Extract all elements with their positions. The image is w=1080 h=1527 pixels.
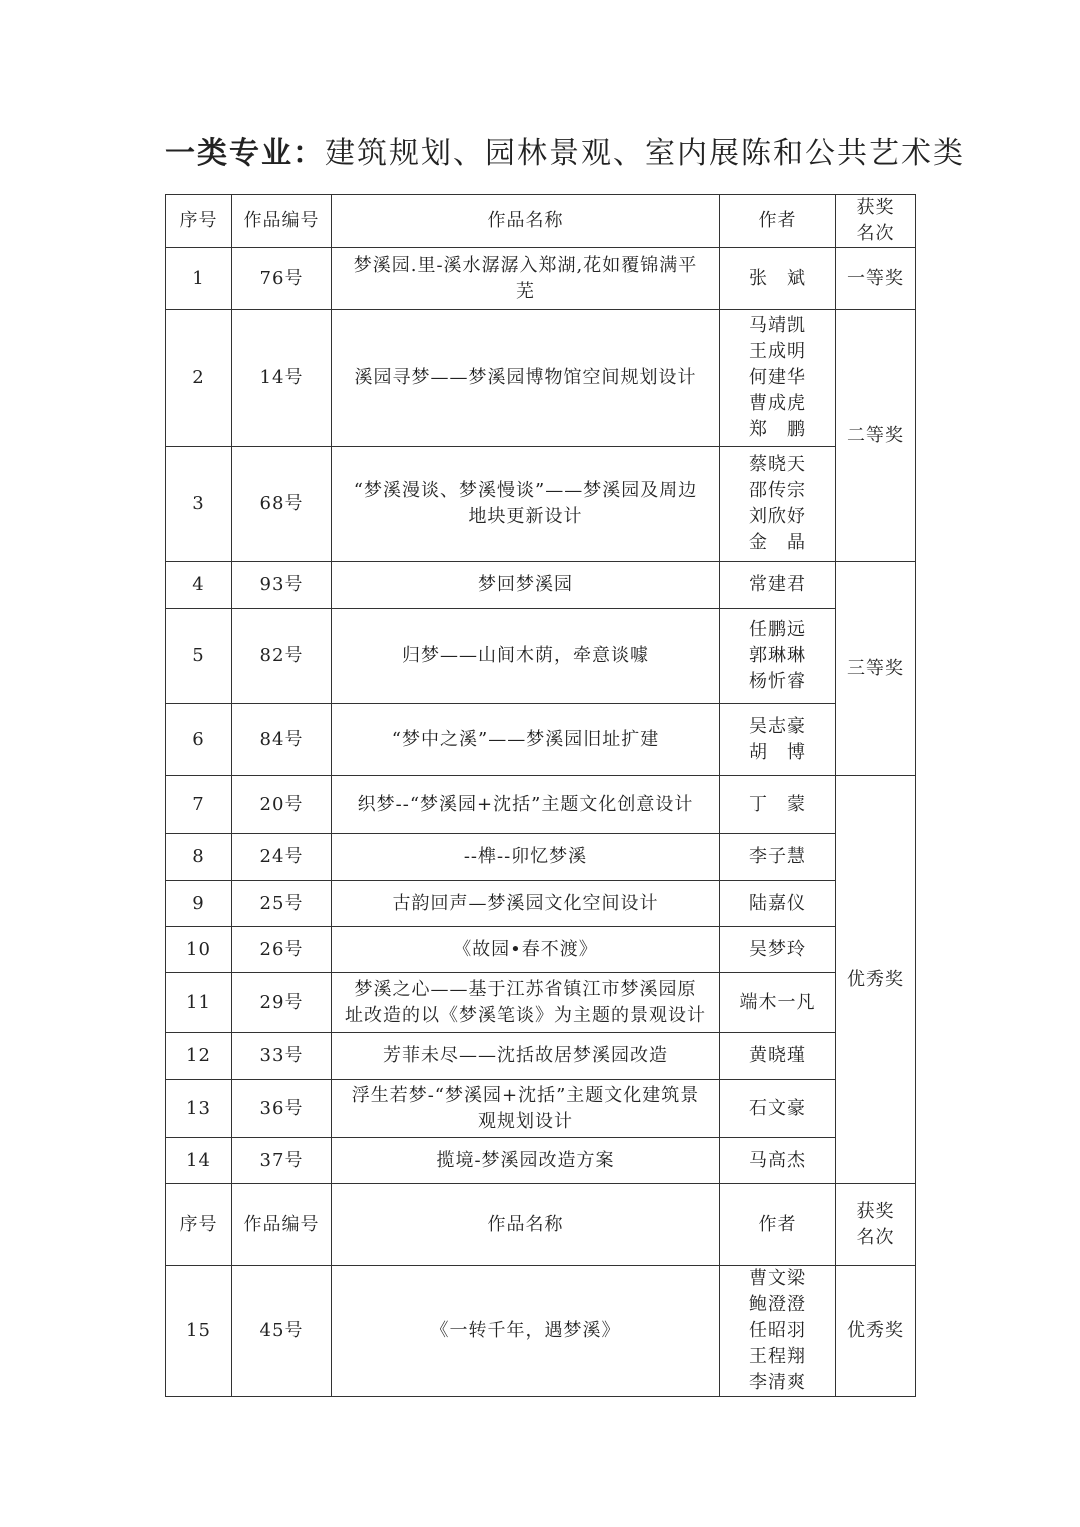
header-no: 序号 [166, 1184, 232, 1266]
row-name: --榫--卯忆梦溪 [332, 834, 720, 881]
row-name: 归梦——山间木荫，牵意谈噱 [332, 609, 720, 704]
row-no: 2 [166, 310, 232, 447]
row-author: 黄晓瑾 [720, 1033, 836, 1080]
row-author: 石文豪 [720, 1080, 836, 1138]
row-no: 1 [166, 248, 232, 310]
row-code: 84号 [232, 704, 332, 776]
table-row [166, 248, 916, 310]
row-author: 吴梦玲 [720, 927, 836, 973]
table-row [166, 834, 916, 881]
row-author: 常建君 [720, 562, 836, 609]
row-name: 《一转千年，遇梦溪》 [332, 1266, 720, 1397]
row-code: 45号 [232, 1266, 332, 1397]
row-no: 11 [166, 973, 232, 1033]
row-author: 马高杰 [720, 1138, 836, 1184]
row-award: 一等奖 [836, 248, 916, 310]
row-code: 20号 [232, 776, 332, 834]
row-code: 93号 [232, 562, 332, 609]
row-name: 古韵回声—梦溪园文化空间设计 [332, 881, 720, 927]
row-no: 14 [166, 1138, 232, 1184]
row-name: 梦回梦溪园 [332, 562, 720, 609]
table-row [166, 973, 916, 1033]
row-no: 8 [166, 834, 232, 881]
table-row [166, 447, 916, 562]
header-code: 作品编号 [232, 195, 332, 248]
row-code: 26号 [232, 927, 332, 973]
row-code: 33号 [232, 1033, 332, 1080]
row-code: 14号 [232, 310, 332, 447]
awards-table [165, 194, 916, 1397]
row-no: 4 [166, 562, 232, 609]
row-author: 端木一凡 [720, 973, 836, 1033]
row-code: 29号 [232, 973, 332, 1033]
table-row [166, 776, 916, 834]
row-no: 12 [166, 1033, 232, 1080]
row-name: 《故园•春不渡》 [332, 927, 720, 973]
table-header-row [166, 1184, 916, 1266]
row-name: 浮生若梦-“梦溪园+沈括”主题文化建筑景 观规划设计 [332, 1080, 720, 1138]
row-author: 任鹏远 郭琳琳 杨忻睿 [720, 609, 836, 704]
row-name: 芳菲未尽——沈括故居梦溪园改造 [332, 1033, 720, 1080]
page-heading [165, 128, 965, 172]
row-no: 5 [166, 609, 232, 704]
table-row [166, 1033, 916, 1080]
table-row [166, 1266, 916, 1397]
row-no: 13 [166, 1080, 232, 1138]
header-author: 作者 [720, 1184, 836, 1266]
row-name: 梦溪园.里-溪水潺潺入郑湖,花如覆锦满平 芜 [332, 248, 720, 310]
row-no: 9 [166, 881, 232, 927]
row-author: 张 斌 [720, 248, 836, 310]
row-code: 76号 [232, 248, 332, 310]
table-row [166, 609, 916, 704]
row-author: 丁 蒙 [720, 776, 836, 834]
row-code: 68号 [232, 447, 332, 562]
row-code: 82号 [232, 609, 332, 704]
row-award: 二等奖 [836, 310, 916, 562]
table-row [166, 1080, 916, 1138]
row-name: 揽境-梦溪园改造方案 [332, 1138, 720, 1184]
row-no: 15 [166, 1266, 232, 1397]
row-code: 37号 [232, 1138, 332, 1184]
row-name: 溪园寻梦——梦溪园博物馆空间规划设计 [332, 310, 720, 447]
row-author: 陆嘉仪 [720, 881, 836, 927]
header-code: 作品编号 [232, 1184, 332, 1266]
row-no: 3 [166, 447, 232, 562]
table-row [166, 881, 916, 927]
header-name: 作品名称 [332, 195, 720, 248]
row-name: 织梦--“梦溪园+沈括”主题文化创意设计 [332, 776, 720, 834]
row-name: 梦溪之心——基于江苏省镇江市梦溪园原 址改造的以《梦溪笔谈》为主题的景观设计 [332, 973, 720, 1033]
table-row [166, 704, 916, 776]
row-author: 曹文梁 鲍澄澄 任昭羽 王程翔 李清爽 [720, 1266, 836, 1397]
row-no: 7 [166, 776, 232, 834]
header-award: 获奖 名次 [836, 195, 916, 248]
header-no: 序号 [166, 195, 232, 248]
row-name: “梦中之溪”——梦溪园旧址扩建 [332, 704, 720, 776]
row-award: 优秀奖 [836, 776, 916, 1184]
row-author: 马靖凯 王成明 何建华 曹成虎 郑 鹏 [720, 310, 836, 447]
row-award: 三等奖 [836, 562, 916, 776]
row-code: 24号 [232, 834, 332, 881]
table-header-row [166, 195, 916, 248]
header-author: 作者 [720, 195, 836, 248]
heading-category: 一类专业： [165, 136, 325, 171]
row-code: 36号 [232, 1080, 332, 1138]
row-author: 吴志豪 胡 博 [720, 704, 836, 776]
header-name: 作品名称 [332, 1184, 720, 1266]
table-row [166, 562, 916, 609]
table-row [166, 1138, 916, 1184]
row-code: 25号 [232, 881, 332, 927]
table-row [166, 310, 916, 447]
header-award: 获奖 名次 [836, 1184, 916, 1266]
heading-title: 建筑规划、园林景观、室内展陈和公共艺术类 [325, 136, 965, 171]
table-row [166, 927, 916, 973]
row-no: 10 [166, 927, 232, 973]
row-author: 李子慧 [720, 834, 836, 881]
row-name: “梦溪漫谈、梦溪慢谈”——梦溪园及周边 地块更新设计 [332, 447, 720, 562]
row-award: 优秀奖 [836, 1266, 916, 1397]
row-author: 蔡晓天 邵传宗 刘欣妤 金 晶 [720, 447, 836, 562]
row-no: 6 [166, 704, 232, 776]
